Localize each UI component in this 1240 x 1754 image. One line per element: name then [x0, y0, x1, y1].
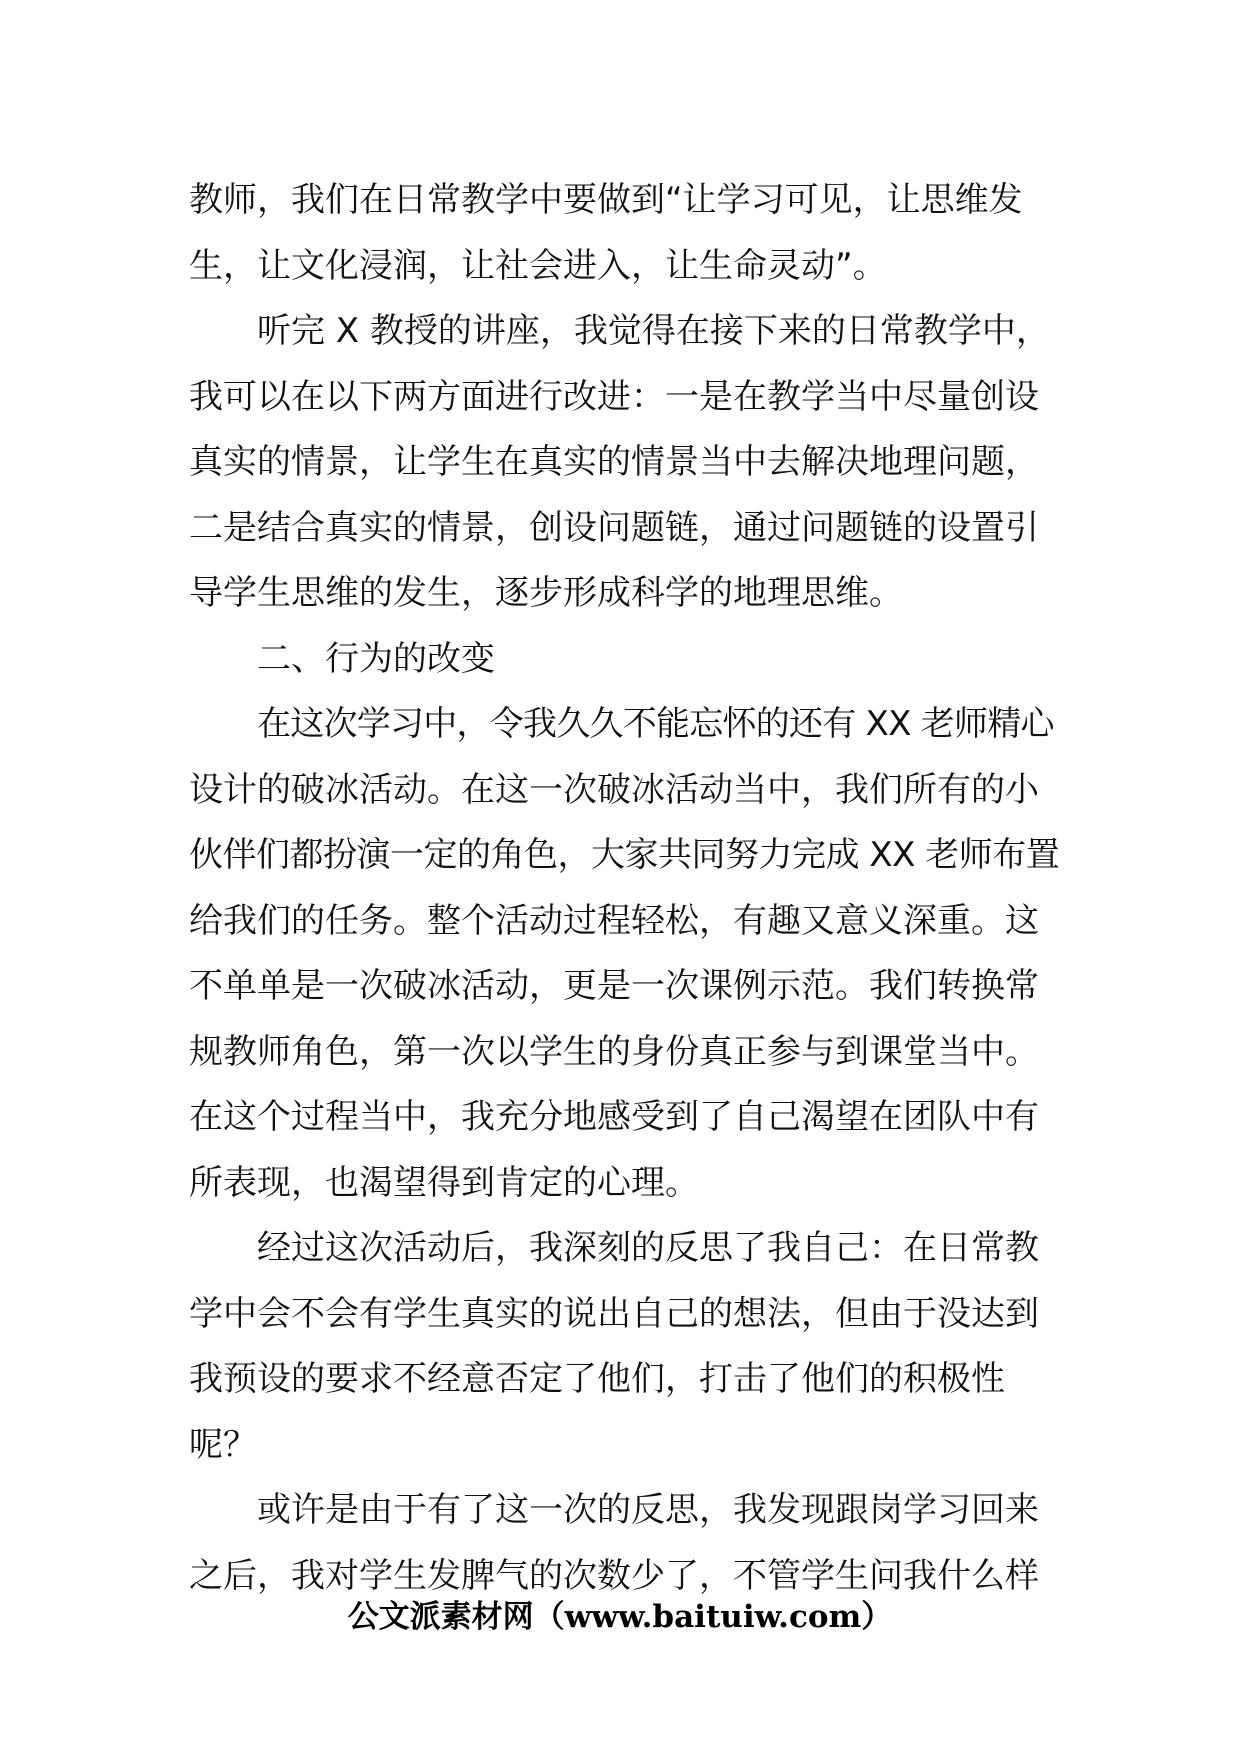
text-line: 生，让文化浸润，让社会进入，让生命灵动”。 — [189, 245, 887, 286]
text-line: 呢？ — [189, 1424, 257, 1465]
text-line: 在这次学习中，令我久久不能忘怀的还有 XX 老师精心 — [257, 704, 1054, 744]
text-line: 之后，我对学生发脾气的次数少了，不管学生问我什么样 — [189, 1555, 1039, 1596]
text-line: 二是结合真实的情景，创设问题链，通过问题链的设置引 — [189, 507, 1039, 548]
text-line: 经过这次活动后，我深刻的反思了我自己：在日常教 — [257, 1228, 1039, 1268]
paragraph — [189, 168, 1059, 299]
text-line: 伙伴们都扮演一定的角色，大家共同努力完成 XX 老师布置 — [189, 835, 1060, 875]
paragraph — [189, 692, 1059, 1216]
text-line: 设计的破冰活动。在这一次破冰活动当中，我们所有的小 — [189, 769, 1039, 810]
text-line: 听完 X 教授的讲座，我觉得在接下来的日常教学中， — [257, 311, 1050, 351]
text-line: 学中会不会有学生真实的说出自己的想法，但由于没达到 — [189, 1293, 1039, 1334]
text-line: 规教师角色，第一次以学生的身份真正参与到课堂当中。 — [189, 1031, 1039, 1072]
paragraph — [189, 1216, 1059, 1478]
text-line: 或许是由于有了这一次的反思，我发现跟岗学习回来 — [257, 1490, 1039, 1530]
paragraph — [189, 299, 1059, 627]
document-body — [189, 168, 1059, 1609]
text-line: 不单单是一次破冰活动，更是一次课例示范。我们转换常 — [189, 966, 1039, 1006]
paragraph — [189, 1478, 1059, 1609]
text-line: 我可以在以下两方面进行改进：一是在教学当中尽量创设 — [189, 376, 1039, 417]
footer-watermark: 公文派素材网（www.baituiw.com） — [347, 1599, 893, 1635]
text-line: 教师，我们在日常教学中要做到“让学习可见，让思维发 — [189, 180, 1023, 220]
text-line: 在这个过程当中，我充分地感受到了自己渴望在团队中有 — [189, 1097, 1039, 1137]
text-line: 导学生思维的发生，逐步形成科学的地理思维。 — [189, 573, 903, 613]
section-heading-text: 二、行为的改变 — [257, 638, 495, 679]
text-line: 真实的情景，让学生在真实的情景当中去解决地理问题， — [189, 442, 1039, 482]
text-line: 我预设的要求不经意否定了他们，打击了他们的积极性 — [189, 1359, 1005, 1399]
section-heading — [189, 627, 1059, 693]
text-line: 所表现，也渴望得到肯定的心理。 — [189, 1162, 699, 1203]
text-line: 给我们的任务。整个活动过程轻松，有趣又意义深重。这 — [189, 900, 1039, 941]
